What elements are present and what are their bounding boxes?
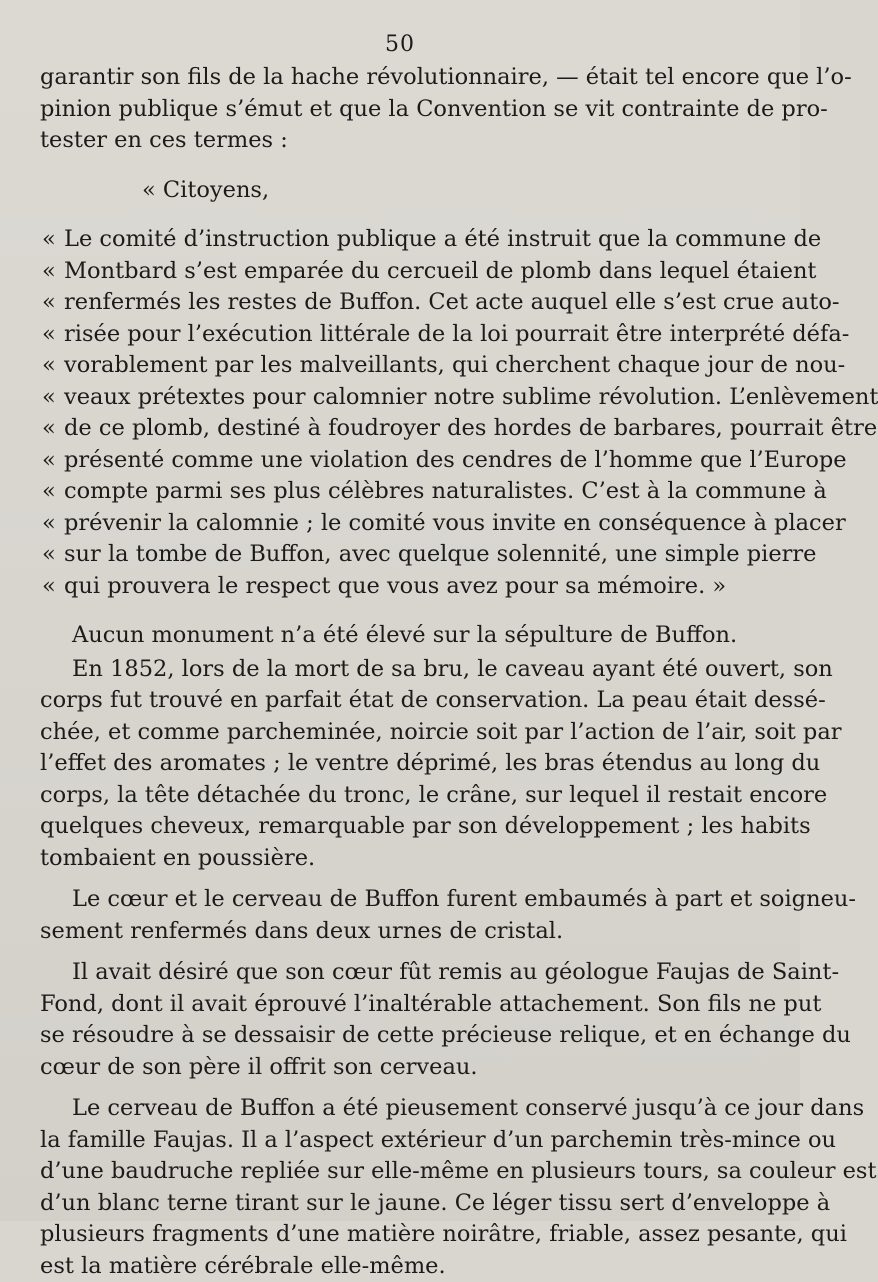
text-line: En 1852, lors de la mort de sa bru, le caveau ayant été ouvert, son [40, 654, 760, 686]
quote-line [40, 256, 760, 288]
quote-line [40, 319, 760, 351]
text-line: tombaient en poussière. [40, 843, 760, 875]
quote-text: Montbard s’est emparée du cercueil de plomb dans lequel étaient [64, 256, 816, 288]
quote-line [40, 382, 760, 414]
quote-text: compte parmi ses plus célèbres naturalistes. C’est à la commune à [64, 476, 827, 508]
quote-line [40, 476, 760, 508]
paragraph-brain [40, 1093, 760, 1282]
quote-text: Le comité d’instruction publique a été instruit que la commune de [64, 224, 821, 256]
text-line: garantir son fils de la hache révolutionnaire, — était tel encore que l’o- [40, 62, 760, 94]
text-line: d’un blanc terne tirant sur le jaune. Ce léger tissu sert d’enveloppe à [40, 1188, 760, 1220]
quote-mark: « [40, 476, 64, 508]
text-line: Fond, dont il avait éprouvé l’inaltérable attachement. Son fils ne put [40, 989, 760, 1021]
opening-paragraph [40, 62, 760, 157]
page-body [40, 62, 760, 1282]
paragraph-heart [40, 957, 760, 1083]
quote-mark: « [40, 350, 64, 382]
text-line: d’une baudruche repliée sur elle-même en plusieurs tours, sa couleur est [40, 1156, 760, 1188]
quote-mark: « [40, 319, 64, 351]
quote-mark: « [40, 539, 64, 571]
text-line: corps, la tête détachée du tronc, le crâne, sur lequel il restait encore [40, 780, 760, 812]
quote-text: vorablement par les malveillants, qui cherchent chaque jour de nou- [64, 350, 845, 382]
text-line: tester en ces termes : [40, 125, 760, 157]
text-line: la famille Faujas. Il a l’aspect extérieur d’un parchemin très-mince ou [40, 1125, 760, 1157]
quote-mark: « [40, 508, 64, 540]
quote-text: de ce plomb, destiné à foudroyer des hordes de barbares, pourrait être [64, 413, 877, 445]
quote-mark: « [40, 571, 64, 603]
quote-mark: « [40, 256, 64, 288]
paragraph-exhumation [40, 654, 760, 875]
quote-text: sur la tombe de Buffon, avec quelque solennité, une simple pierre [64, 539, 816, 571]
quote-line [40, 350, 760, 382]
quote-text: renfermés les restes de Buffon. Cet acte auquel elle s’est crue auto- [64, 287, 839, 319]
text-line: cœur de son père il offrit son cerveau. [40, 1052, 760, 1084]
quote-line [40, 539, 760, 571]
text-line: Le cerveau de Buffon a été pieusement conservé jusqu’à ce jour dans [40, 1093, 760, 1125]
text-line: plusieurs fragments d’une matière noirâtre, friable, assez pesante, qui [40, 1219, 760, 1251]
text-line: Il avait désiré que son cœur fût remis au géologue Faujas de Saint- [40, 957, 760, 989]
quote-line [40, 413, 760, 445]
quote-text: présenté comme une violation des cendres de l’homme que l’Europe [64, 445, 847, 477]
text-line: sement renfermés dans deux urnes de cristal. [40, 916, 760, 948]
quote-mark: « [40, 382, 64, 414]
quote-line [40, 224, 760, 256]
quote-mark: « [40, 445, 64, 477]
text-line: corps fut trouvé en parfait état de conservation. La peau était dessé- [40, 685, 760, 717]
quote-line [40, 571, 760, 603]
quote-line [40, 445, 760, 477]
quote-mark: « [40, 287, 64, 319]
page-number: 50 [0, 32, 800, 57]
text-line: se résoudre à se dessaisir de cette précieuse relique, et en échange du [40, 1020, 760, 1052]
paragraph-no-monument [40, 620, 760, 652]
text-line: est la matière cérébrale elle-même. [40, 1251, 760, 1282]
quote-line [40, 287, 760, 319]
text-line: chée, et comme parcheminée, noircie soit par l’action de l’air, soit par [40, 717, 760, 749]
quote-text: veaux prétextes pour calomnier notre sublime révolution. L’enlèvement [64, 382, 878, 414]
quote-text: risée pour l’exécution littérale de la loi pourrait être interprété défa- [64, 319, 849, 351]
quote-text: prévenir la calomnie ; le comité vous invite en conséquence à placer [64, 508, 846, 540]
text-line: Le cœur et le cerveau de Buffon furent embaumés à part et soigneu- [40, 884, 760, 916]
paragraph-embalming [40, 884, 760, 947]
quote-line [40, 508, 760, 540]
quote-mark: « [40, 413, 64, 445]
text-line: pinion publique s’émut et que la Convention se vit contrainte de pro- [40, 94, 760, 126]
salutation: « Citoyens, [40, 175, 760, 207]
quote-text: qui prouvera le respect que vous avez pour sa mémoire. » [64, 571, 760, 603]
quote-mark: « [40, 224, 64, 256]
convention-quote [40, 224, 760, 602]
text-line: quelques cheveux, remarquable par son développement ; les habits [40, 811, 760, 843]
text-line: l’effet des aromates ; le ventre déprimé, les bras étendus au long du [40, 748, 760, 780]
text-line: Aucun monument n’a été élevé sur la sépulture de Buffon. [40, 620, 760, 652]
